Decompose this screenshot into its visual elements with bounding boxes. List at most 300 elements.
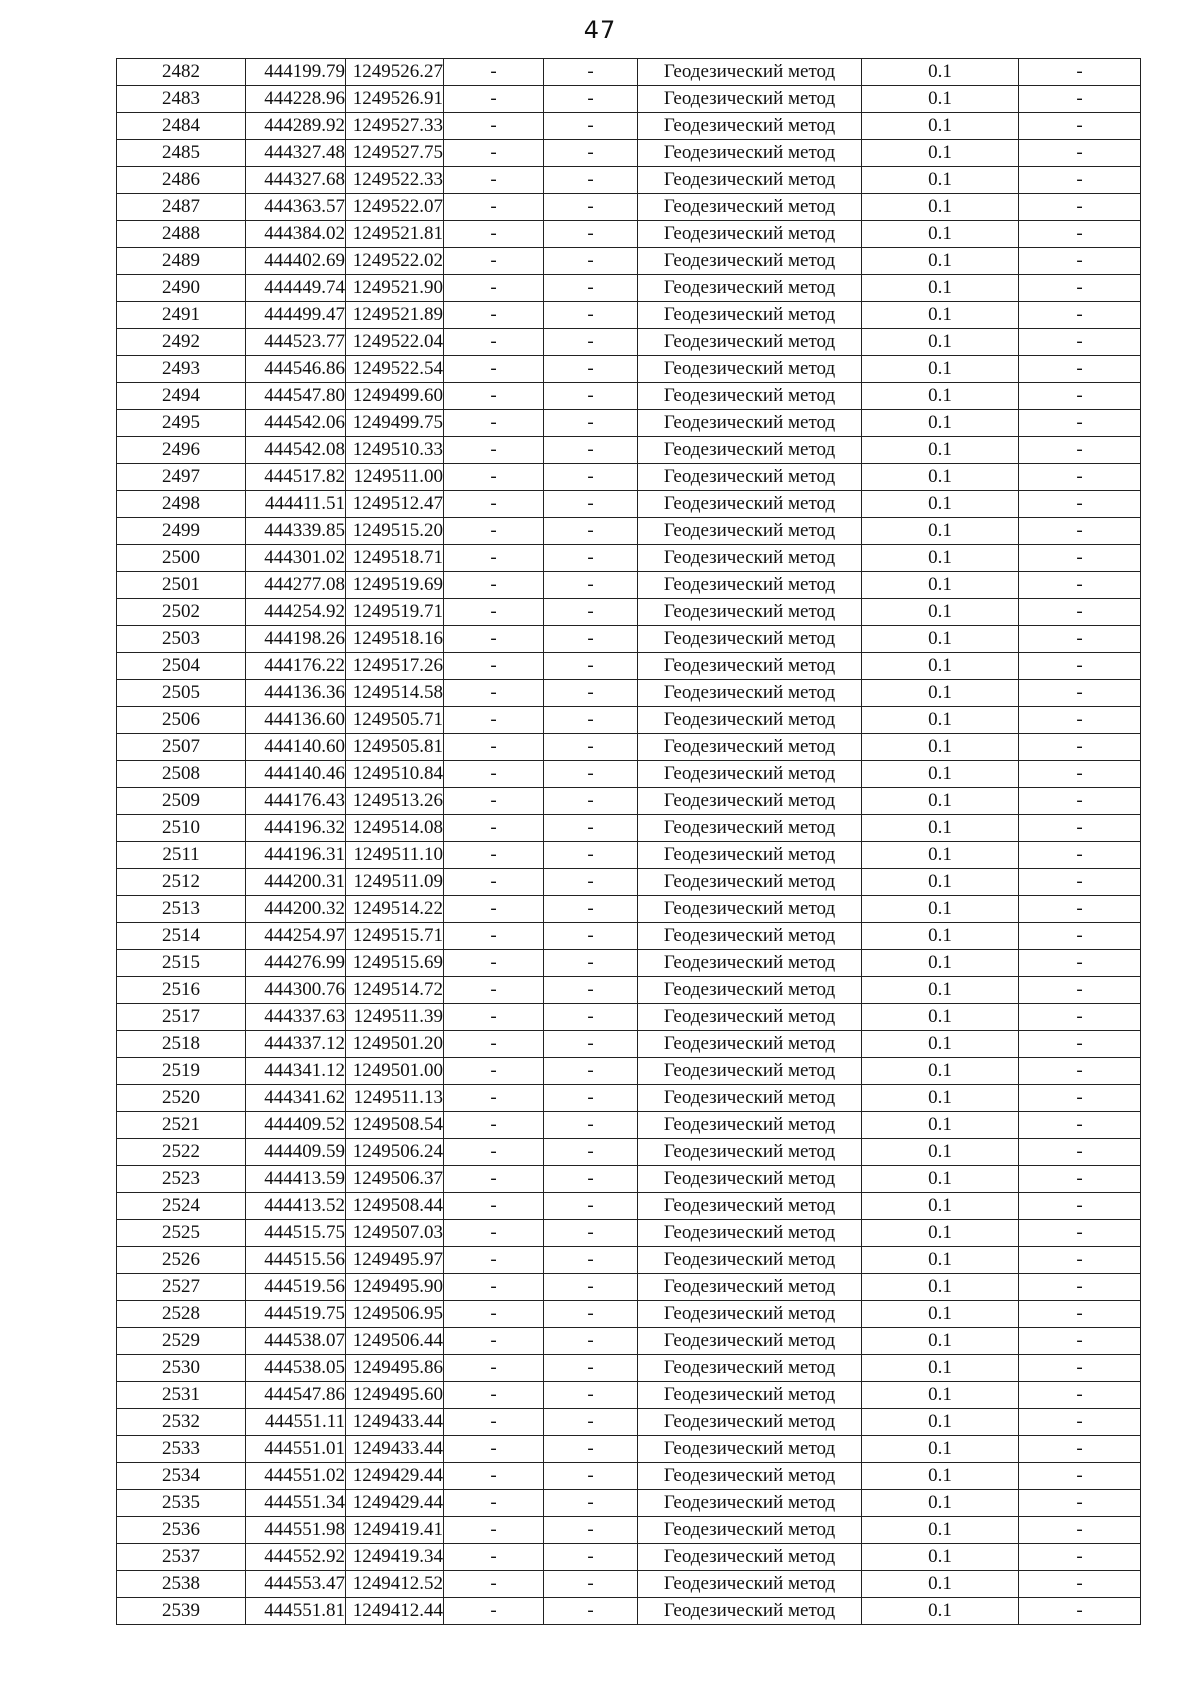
dash-cell: - [444, 437, 544, 464]
dash-cell: - [544, 1301, 638, 1328]
dash-cell: - [1019, 491, 1141, 518]
dash-cell: - [544, 140, 638, 167]
y-coordinate-cell: 1249433.44 [346, 1436, 444, 1463]
point-number-cell: 2536 [117, 1517, 246, 1544]
method-cell: Геодезический метод [638, 329, 862, 356]
y-coordinate-cell: 1249508.44 [346, 1193, 444, 1220]
method-cell: Геодезический метод [638, 1355, 862, 1382]
dash-cell: - [444, 788, 544, 815]
dash-cell: - [1019, 1193, 1141, 1220]
dash-cell: - [544, 1328, 638, 1355]
dash-cell: - [444, 194, 544, 221]
accuracy-cell: 0.1 [862, 140, 1019, 167]
y-coordinate-cell: 1249506.37 [346, 1166, 444, 1193]
point-number-cell: 2499 [117, 518, 246, 545]
x-coordinate-cell: 444301.02 [246, 545, 346, 572]
point-number-cell: 2504 [117, 653, 246, 680]
dash-cell: - [1019, 437, 1141, 464]
y-coordinate-cell: 1249508.54 [346, 1112, 444, 1139]
y-coordinate-cell: 1249499.60 [346, 383, 444, 410]
method-cell: Геодезический метод [638, 680, 862, 707]
method-cell: Геодезический метод [638, 86, 862, 113]
dash-cell: - [1019, 1274, 1141, 1301]
point-number-cell: 2511 [117, 842, 246, 869]
point-number-cell: 2526 [117, 1247, 246, 1274]
point-number-cell: 2515 [117, 950, 246, 977]
point-number-cell: 2506 [117, 707, 246, 734]
dash-cell: - [444, 1382, 544, 1409]
dash-cell: - [544, 1409, 638, 1436]
accuracy-cell: 0.1 [862, 1058, 1019, 1085]
y-coordinate-cell: 1249527.75 [346, 140, 444, 167]
table-row [117, 1247, 1141, 1274]
x-coordinate-cell: 444499.47 [246, 302, 346, 329]
dash-cell: - [444, 1004, 544, 1031]
table-row [117, 1355, 1141, 1382]
table-row [117, 194, 1141, 221]
point-number-cell: 2516 [117, 977, 246, 1004]
x-coordinate-cell: 444551.01 [246, 1436, 346, 1463]
accuracy-cell: 0.1 [862, 383, 1019, 410]
accuracy-cell: 0.1 [862, 410, 1019, 437]
method-cell: Геодезический метод [638, 113, 862, 140]
y-coordinate-cell: 1249505.71 [346, 707, 444, 734]
dash-cell: - [1019, 1544, 1141, 1571]
table-body [117, 59, 1141, 1625]
y-coordinate-cell: 1249512.47 [346, 491, 444, 518]
dash-cell: - [544, 1544, 638, 1571]
dash-cell: - [544, 167, 638, 194]
x-coordinate-cell: 444199.79 [246, 59, 346, 86]
table-row [117, 1598, 1141, 1625]
point-number-cell: 2507 [117, 734, 246, 761]
dash-cell: - [544, 815, 638, 842]
accuracy-cell: 0.1 [862, 869, 1019, 896]
x-coordinate-cell: 444200.32 [246, 896, 346, 923]
accuracy-cell: 0.1 [862, 1004, 1019, 1031]
dash-cell: - [544, 410, 638, 437]
dash-cell: - [544, 1436, 638, 1463]
table-row [117, 518, 1141, 545]
dash-cell: - [544, 707, 638, 734]
table-row [117, 356, 1141, 383]
point-number-cell: 2530 [117, 1355, 246, 1382]
table-row [117, 1490, 1141, 1517]
table-row [117, 1409, 1141, 1436]
x-coordinate-cell: 444176.22 [246, 653, 346, 680]
y-coordinate-cell: 1249514.72 [346, 977, 444, 1004]
point-number-cell: 2483 [117, 86, 246, 113]
table-row [117, 491, 1141, 518]
point-number-cell: 2524 [117, 1193, 246, 1220]
method-cell: Геодезический метод [638, 464, 862, 491]
accuracy-cell: 0.1 [862, 680, 1019, 707]
dash-cell: - [544, 1004, 638, 1031]
dash-cell: - [444, 302, 544, 329]
table-row [117, 1517, 1141, 1544]
dash-cell: - [1019, 1490, 1141, 1517]
y-coordinate-cell: 1249433.44 [346, 1409, 444, 1436]
dash-cell: - [1019, 626, 1141, 653]
dash-cell: - [444, 923, 544, 950]
accuracy-cell: 0.1 [862, 1139, 1019, 1166]
point-number-cell: 2495 [117, 410, 246, 437]
dash-cell: - [1019, 329, 1141, 356]
table-row [117, 275, 1141, 302]
point-number-cell: 2513 [117, 896, 246, 923]
point-number-cell: 2523 [117, 1166, 246, 1193]
dash-cell: - [444, 1166, 544, 1193]
dash-cell: - [1019, 680, 1141, 707]
x-coordinate-cell: 444276.99 [246, 950, 346, 977]
dash-cell: - [444, 1112, 544, 1139]
dash-cell: - [444, 86, 544, 113]
dash-cell: - [544, 1490, 638, 1517]
method-cell: Геодезический метод [638, 140, 862, 167]
dash-cell: - [444, 1463, 544, 1490]
dash-cell: - [444, 1517, 544, 1544]
dash-cell: - [444, 761, 544, 788]
method-cell: Геодезический метод [638, 788, 862, 815]
dash-cell: - [1019, 896, 1141, 923]
x-coordinate-cell: 444289.92 [246, 113, 346, 140]
x-coordinate-cell: 444523.77 [246, 329, 346, 356]
dash-cell: - [544, 113, 638, 140]
y-coordinate-cell: 1249518.71 [346, 545, 444, 572]
dash-cell: - [1019, 59, 1141, 86]
accuracy-cell: 0.1 [862, 761, 1019, 788]
dash-cell: - [544, 59, 638, 86]
y-coordinate-cell: 1249499.75 [346, 410, 444, 437]
accuracy-cell: 0.1 [862, 221, 1019, 248]
table-row [117, 1328, 1141, 1355]
dash-cell: - [444, 248, 544, 275]
dash-cell: - [544, 1058, 638, 1085]
dash-cell: - [1019, 1436, 1141, 1463]
x-coordinate-cell: 444409.59 [246, 1139, 346, 1166]
dash-cell: - [444, 1598, 544, 1625]
dash-cell: - [544, 599, 638, 626]
method-cell: Геодезический метод [638, 59, 862, 86]
dash-cell: - [544, 248, 638, 275]
point-number-cell: 2532 [117, 1409, 246, 1436]
point-number-cell: 2518 [117, 1031, 246, 1058]
y-coordinate-cell: 1249527.33 [346, 113, 444, 140]
dash-cell: - [544, 572, 638, 599]
dash-cell: - [444, 626, 544, 653]
x-coordinate-cell: 444551.02 [246, 1463, 346, 1490]
point-number-cell: 2514 [117, 923, 246, 950]
table-row [117, 572, 1141, 599]
dash-cell: - [1019, 1031, 1141, 1058]
dash-cell: - [444, 1328, 544, 1355]
method-cell: Геодезический метод [638, 1463, 862, 1490]
accuracy-cell: 0.1 [862, 545, 1019, 572]
point-number-cell: 2538 [117, 1571, 246, 1598]
table-row [117, 1058, 1141, 1085]
dash-cell: - [444, 707, 544, 734]
dash-cell: - [544, 1355, 638, 1382]
point-number-cell: 2529 [117, 1328, 246, 1355]
table-row [117, 1301, 1141, 1328]
dash-cell: - [544, 626, 638, 653]
dash-cell: - [444, 1139, 544, 1166]
dash-cell: - [1019, 788, 1141, 815]
method-cell: Геодезический метод [638, 869, 862, 896]
dash-cell: - [1019, 761, 1141, 788]
y-coordinate-cell: 1249526.27 [346, 59, 444, 86]
x-coordinate-cell: 444402.69 [246, 248, 346, 275]
y-coordinate-cell: 1249522.04 [346, 329, 444, 356]
x-coordinate-cell: 444337.63 [246, 1004, 346, 1031]
accuracy-cell: 0.1 [862, 572, 1019, 599]
point-number-cell: 2525 [117, 1220, 246, 1247]
dash-cell: - [1019, 194, 1141, 221]
x-coordinate-cell: 444413.52 [246, 1193, 346, 1220]
dash-cell: - [1019, 275, 1141, 302]
dash-cell: - [1019, 1409, 1141, 1436]
dash-cell: - [544, 302, 638, 329]
dash-cell: - [1019, 1517, 1141, 1544]
dash-cell: - [444, 734, 544, 761]
dash-cell: - [544, 653, 638, 680]
x-coordinate-cell: 444337.12 [246, 1031, 346, 1058]
y-coordinate-cell: 1249495.60 [346, 1382, 444, 1409]
dash-cell: - [544, 1220, 638, 1247]
accuracy-cell: 0.1 [862, 1463, 1019, 1490]
point-number-cell: 2522 [117, 1139, 246, 1166]
y-coordinate-cell: 1249510.84 [346, 761, 444, 788]
method-cell: Геодезический метод [638, 1004, 862, 1031]
y-coordinate-cell: 1249506.24 [346, 1139, 444, 1166]
dash-cell: - [1019, 1463, 1141, 1490]
x-coordinate-cell: 444300.76 [246, 977, 346, 1004]
table-row [117, 1382, 1141, 1409]
method-cell: Геодезический метод [638, 1571, 862, 1598]
dash-cell: - [544, 1382, 638, 1409]
method-cell: Геодезический метод [638, 1544, 862, 1571]
table-row [117, 1085, 1141, 1112]
method-cell: Геодезический метод [638, 1166, 862, 1193]
y-coordinate-cell: 1249501.20 [346, 1031, 444, 1058]
method-cell: Геодезический метод [638, 491, 862, 518]
y-coordinate-cell: 1249511.09 [346, 869, 444, 896]
dash-cell: - [544, 275, 638, 302]
point-number-cell: 2521 [117, 1112, 246, 1139]
x-coordinate-cell: 444136.36 [246, 680, 346, 707]
y-coordinate-cell: 1249511.13 [346, 1085, 444, 1112]
accuracy-cell: 0.1 [862, 1193, 1019, 1220]
x-coordinate-cell: 444515.56 [246, 1247, 346, 1274]
dash-cell: - [544, 869, 638, 896]
dash-cell: - [444, 815, 544, 842]
x-coordinate-cell: 444542.06 [246, 410, 346, 437]
dash-cell: - [1019, 1112, 1141, 1139]
accuracy-cell: 0.1 [862, 1382, 1019, 1409]
accuracy-cell: 0.1 [862, 86, 1019, 113]
dash-cell: - [1019, 518, 1141, 545]
accuracy-cell: 0.1 [862, 1571, 1019, 1598]
dash-cell: - [444, 545, 544, 572]
method-cell: Геодезический метод [638, 221, 862, 248]
x-coordinate-cell: 444547.80 [246, 383, 346, 410]
point-number-cell: 2512 [117, 869, 246, 896]
method-cell: Геодезический метод [638, 1301, 862, 1328]
y-coordinate-cell: 1249526.91 [346, 86, 444, 113]
method-cell: Геодезический метод [638, 977, 862, 1004]
method-cell: Геодезический метод [638, 950, 862, 977]
dash-cell: - [444, 653, 544, 680]
method-cell: Геодезический метод [638, 1598, 862, 1625]
accuracy-cell: 0.1 [862, 1598, 1019, 1625]
point-number-cell: 2487 [117, 194, 246, 221]
accuracy-cell: 0.1 [862, 626, 1019, 653]
accuracy-cell: 0.1 [862, 1301, 1019, 1328]
dash-cell: - [444, 1490, 544, 1517]
point-number-cell: 2485 [117, 140, 246, 167]
dash-cell: - [1019, 1328, 1141, 1355]
y-coordinate-cell: 1249429.44 [346, 1463, 444, 1490]
dash-cell: - [444, 1274, 544, 1301]
method-cell: Геодезический метод [638, 1409, 862, 1436]
point-number-cell: 2510 [117, 815, 246, 842]
table-row [117, 167, 1141, 194]
dash-cell: - [444, 1409, 544, 1436]
accuracy-cell: 0.1 [862, 896, 1019, 923]
dash-cell: - [1019, 113, 1141, 140]
dash-cell: - [1019, 653, 1141, 680]
table-row [117, 1031, 1141, 1058]
dash-cell: - [1019, 977, 1141, 1004]
dash-cell: - [444, 977, 544, 1004]
dash-cell: - [544, 86, 638, 113]
accuracy-cell: 0.1 [862, 950, 1019, 977]
method-cell: Геодезический метод [638, 302, 862, 329]
y-coordinate-cell: 1249515.20 [346, 518, 444, 545]
dash-cell: - [544, 221, 638, 248]
dash-cell: - [1019, 1355, 1141, 1382]
method-cell: Геодезический метод [638, 1085, 862, 1112]
dash-cell: - [444, 59, 544, 86]
dash-cell: - [1019, 221, 1141, 248]
accuracy-cell: 0.1 [862, 59, 1019, 86]
table-row [117, 707, 1141, 734]
y-coordinate-cell: 1249522.33 [346, 167, 444, 194]
dash-cell: - [544, 1112, 638, 1139]
x-coordinate-cell: 444176.43 [246, 788, 346, 815]
x-coordinate-cell: 444538.07 [246, 1328, 346, 1355]
x-coordinate-cell: 444519.56 [246, 1274, 346, 1301]
accuracy-cell: 0.1 [862, 1490, 1019, 1517]
point-number-cell: 2539 [117, 1598, 246, 1625]
method-cell: Геодезический метод [638, 896, 862, 923]
dash-cell: - [1019, 545, 1141, 572]
table-row [117, 815, 1141, 842]
dash-cell: - [1019, 923, 1141, 950]
x-coordinate-cell: 444254.97 [246, 923, 346, 950]
y-coordinate-cell: 1249419.41 [346, 1517, 444, 1544]
dash-cell: - [1019, 464, 1141, 491]
dash-cell: - [544, 923, 638, 950]
point-number-cell: 2491 [117, 302, 246, 329]
accuracy-cell: 0.1 [862, 248, 1019, 275]
y-coordinate-cell: 1249412.44 [346, 1598, 444, 1625]
method-cell: Геодезический метод [638, 815, 862, 842]
method-cell: Геодезический метод [638, 194, 862, 221]
dash-cell: - [444, 1544, 544, 1571]
method-cell: Геодезический метод [638, 842, 862, 869]
dash-cell: - [444, 950, 544, 977]
method-cell: Геодезический метод [638, 707, 862, 734]
method-cell: Геодезический метод [638, 923, 862, 950]
x-coordinate-cell: 444551.34 [246, 1490, 346, 1517]
table-row [117, 140, 1141, 167]
method-cell: Геодезический метод [638, 1220, 862, 1247]
point-number-cell: 2490 [117, 275, 246, 302]
dash-cell: - [544, 545, 638, 572]
method-cell: Геодезический метод [638, 518, 862, 545]
y-coordinate-cell: 1249514.22 [346, 896, 444, 923]
x-coordinate-cell: 444519.75 [246, 1301, 346, 1328]
table-row [117, 977, 1141, 1004]
dash-cell: - [1019, 815, 1141, 842]
dash-cell: - [444, 599, 544, 626]
dash-cell: - [544, 329, 638, 356]
x-coordinate-cell: 444136.60 [246, 707, 346, 734]
x-coordinate-cell: 444341.62 [246, 1085, 346, 1112]
table-row [117, 86, 1141, 113]
x-coordinate-cell: 444411.51 [246, 491, 346, 518]
table-row [117, 788, 1141, 815]
table-row [117, 734, 1141, 761]
dash-cell: - [544, 464, 638, 491]
dash-cell: - [1019, 1382, 1141, 1409]
table-row [117, 626, 1141, 653]
point-number-cell: 2497 [117, 464, 246, 491]
table-row [117, 923, 1141, 950]
method-cell: Геодезический метод [638, 1247, 862, 1274]
table-row [117, 896, 1141, 923]
accuracy-cell: 0.1 [862, 707, 1019, 734]
dash-cell: - [1019, 410, 1141, 437]
accuracy-cell: 0.1 [862, 1166, 1019, 1193]
dash-cell: - [544, 761, 638, 788]
dash-cell: - [1019, 1247, 1141, 1274]
y-coordinate-cell: 1249429.44 [346, 1490, 444, 1517]
point-number-cell: 2520 [117, 1085, 246, 1112]
table-row [117, 1004, 1141, 1031]
method-cell: Геодезический метод [638, 410, 862, 437]
table-row [117, 545, 1141, 572]
x-coordinate-cell: 444198.26 [246, 626, 346, 653]
point-number-cell: 2489 [117, 248, 246, 275]
point-number-cell: 2528 [117, 1301, 246, 1328]
x-coordinate-cell: 444200.31 [246, 869, 346, 896]
y-coordinate-cell: 1249521.81 [346, 221, 444, 248]
dash-cell: - [544, 1598, 638, 1625]
dash-cell: - [444, 869, 544, 896]
point-number-cell: 2484 [117, 113, 246, 140]
coordinates-table [116, 58, 1141, 1625]
x-coordinate-cell: 444140.60 [246, 734, 346, 761]
table-row [117, 383, 1141, 410]
accuracy-cell: 0.1 [862, 1517, 1019, 1544]
dash-cell: - [444, 113, 544, 140]
x-coordinate-cell: 444517.82 [246, 464, 346, 491]
x-coordinate-cell: 444515.75 [246, 1220, 346, 1247]
table-row [117, 1166, 1141, 1193]
point-number-cell: 2494 [117, 383, 246, 410]
